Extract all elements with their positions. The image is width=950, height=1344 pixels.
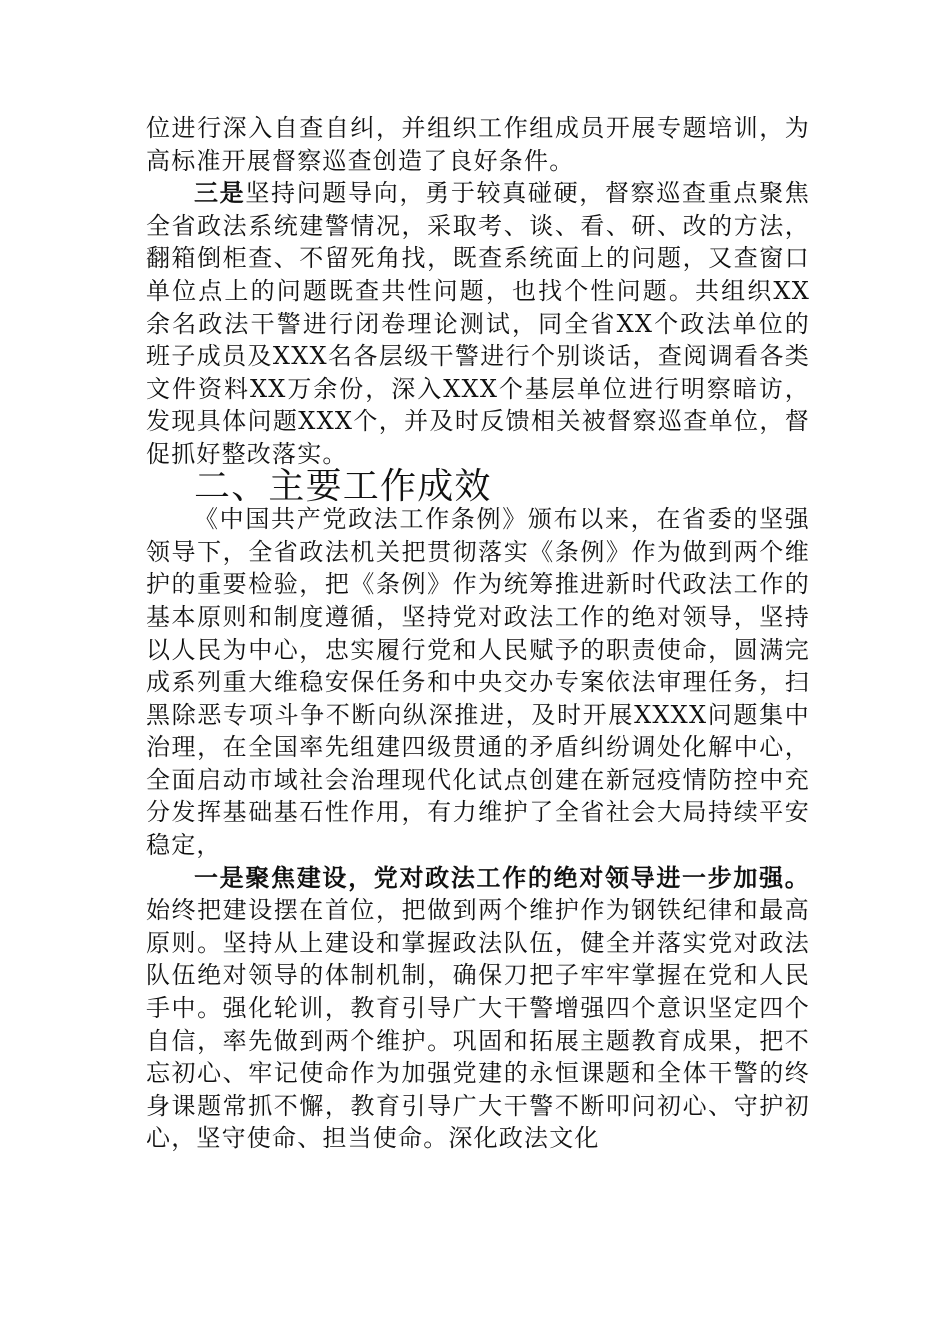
paragraph-point-one (146, 862, 810, 1155)
paragraph-text: 位进行深入自查自纠，并组织工作组成员开展专题培训，为高标准开展督察巡查创造了良好条件。 (146, 114, 810, 175)
paragraph-point-three (146, 177, 810, 470)
paragraph-lead: 三是 (194, 178, 246, 208)
document-body (146, 112, 810, 1155)
paragraph-continuation (146, 112, 810, 177)
section-heading: 二、主要工作成效 (194, 465, 492, 507)
paragraph-text: 坚持问题导向，勇于较真碰硬，督察巡查重点聚焦全省政法系统建警情况，采取考、谈、看、研、改的方法，翻箱倒柜查、不留死角找，既查系统面上的问题，又查窗口单位点上的问题既查共性问题，也找个性问题。共组织XX余名政法干警进行闭卷理论测试，同全省XX个政法单位的班子成员及XXX名各层级干警进行个别谈话，查阅调看各类文件资料XX万余份，深入XXX个基层单位进行明察暗访，发现具体问题XXX个，并及时反馈相关被督察巡查单位，督促抓好整改落实。 (146, 179, 810, 468)
paragraph-overview (146, 503, 810, 862)
paragraph-text: 始终把建设摆在首位，把做到两个维护作为钢铁纪律和最高原则。坚持从上建设和掌握政法队伍，健全并落实党对政法队伍绝对领导的体制机制，确保刀把子牢牢掌握在党和人民手中。强化轮训，教育引导广大干警增强四个意识坚定四个自信，率先做到两个维护。巩固和拓展主题教育成果，把不忘初心、牢记使命作为加强党建的永恒课题和全体干警的终身课题常抓不懈，教育引导广大干警不断叩问初心、守护初心，坚守使命、担当使命。深化政法文化 (146, 896, 810, 1153)
paragraph-lead: 一是聚焦建设，党对政法工作的绝对领导进一步加强。 (194, 862, 810, 892)
paragraph-text: 《中国共产党政法工作条例》颁布以来，在省委的坚强领导下，全省政法机关把贯彻落实《条例》作为做到两个维护的重要检验，把《条例》作为统筹推进新时代政法工作的基本原则和制度遵循，坚持党对政法工作的绝对领导，坚持以人民为中心，忠实履行党和人民赋予的职责使命，圆满完成系列重大维稳安保任务和中央交办专案依法审理任务，扫黑除恶专项斗争不断向纵深推进，及时开展XXXX问题集中治理，在全国率先组建四级贯通的矛盾纠纷调处化解中心，全面启动市域社会治理现代化试点创建在新冠疫情防控中充分发挥基础基石性作用，有力维护了全省社会大局持续平安稳定， (146, 505, 810, 860)
